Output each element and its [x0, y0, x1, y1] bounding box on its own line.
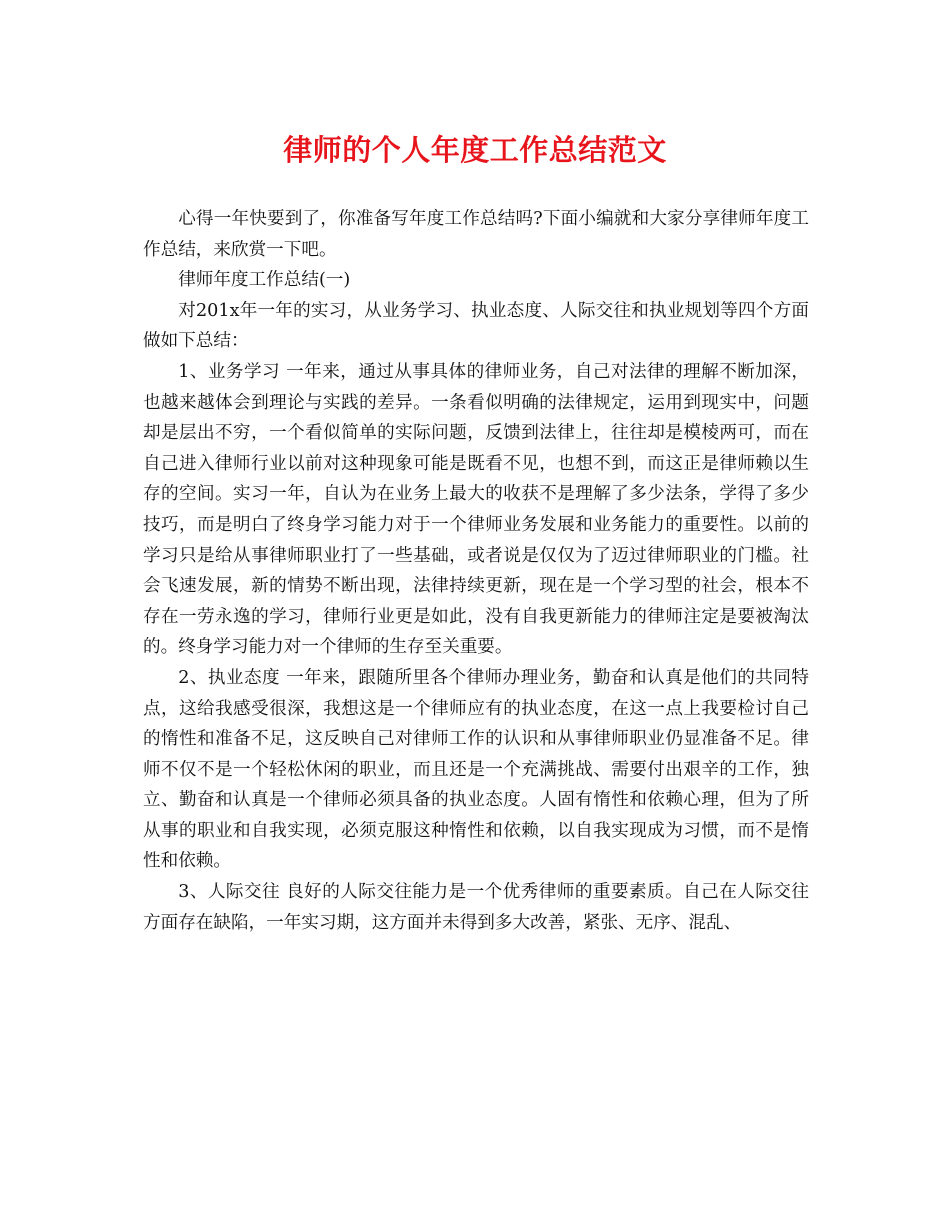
paragraph-interpersonal: 3、人际交往 良好的人际交往能力是一个优秀律师的重要素质。自己在人际交往方面存在缺陷，一年实习期，这方面并未得到多大改善，紧张、无序、混乱、 [143, 882, 809, 933]
paragraph-work-attitude: 2、执业态度 一年来，跟随所里各个律师办理业务，勤奋和认真是他们的共同特点，这给我感受很深，我想这是一个律师应有的执业态度，在这一点上我要检讨自己的惰性和准备不足，这反映自己对律师工作的认识和从事律师职业仍显准备不足。律师不仅不是一个轻松休闲的职业，而且还是一个充满挑战、需要付出艰辛的工作，独立、勤奋和认真是一个律师必须具备的执业态度。人固有惰性和依赖心理，但为了所从事的职业和自我实现，必须克服这种惰性和依赖，以自我实现成为习惯，而不是惰性和依赖。 [143, 667, 809, 872]
document-body [143, 204, 809, 938]
paragraph-section-heading: 律师年度工作总结(一) [178, 270, 351, 291]
paragraph-business-study: 1、业务学习 一年来，通过从事具体的律师业务，自己对法律的理解不断加深，也越来越体会到理论与实践的差异。一条看似明确的法律规定，运用到现实中，问题却是层出不穷，一个看似简单的实际问题，反馈到法律上，往往却是模棱两可，而在自己进入律师行业以前对这种现象可能是既看不见，也想不到，而这正是律师赖以生存的空间。实习一年，自认为在业务上最大的收获不是理解了多少法条，学得了多少技巧，而是明白了终身学习能力对于一个律师业务发展和业务能力的重要性。以前的学习只是给从事律师职业打了一些基础，或者说是仅仅为了迈过律师职业的门槛。社会飞速发展，新的情势不断出现，法律持续更新，现在是一个学习型的社会，根本不存在一劳永逸的学习，律师行业更是如此，没有自我更新能力的律师注定是要被淘汰的。终身学习能力对一个律师的生存至关重要。 [143, 361, 809, 658]
paragraph-overview: 对201x年一年的实习，从业务学习、执业态度、人际交往和执业规划等四个方面做如下总结： [143, 300, 809, 352]
document-title: 律师的个人年度工作总结范文 [283, 133, 667, 167]
paragraph-intro: 心得一年快要到了，你准备写年度工作总结吗?下面小编就和大家分享律师年度工作总结，来欣赏一下吧。 [143, 209, 809, 260]
